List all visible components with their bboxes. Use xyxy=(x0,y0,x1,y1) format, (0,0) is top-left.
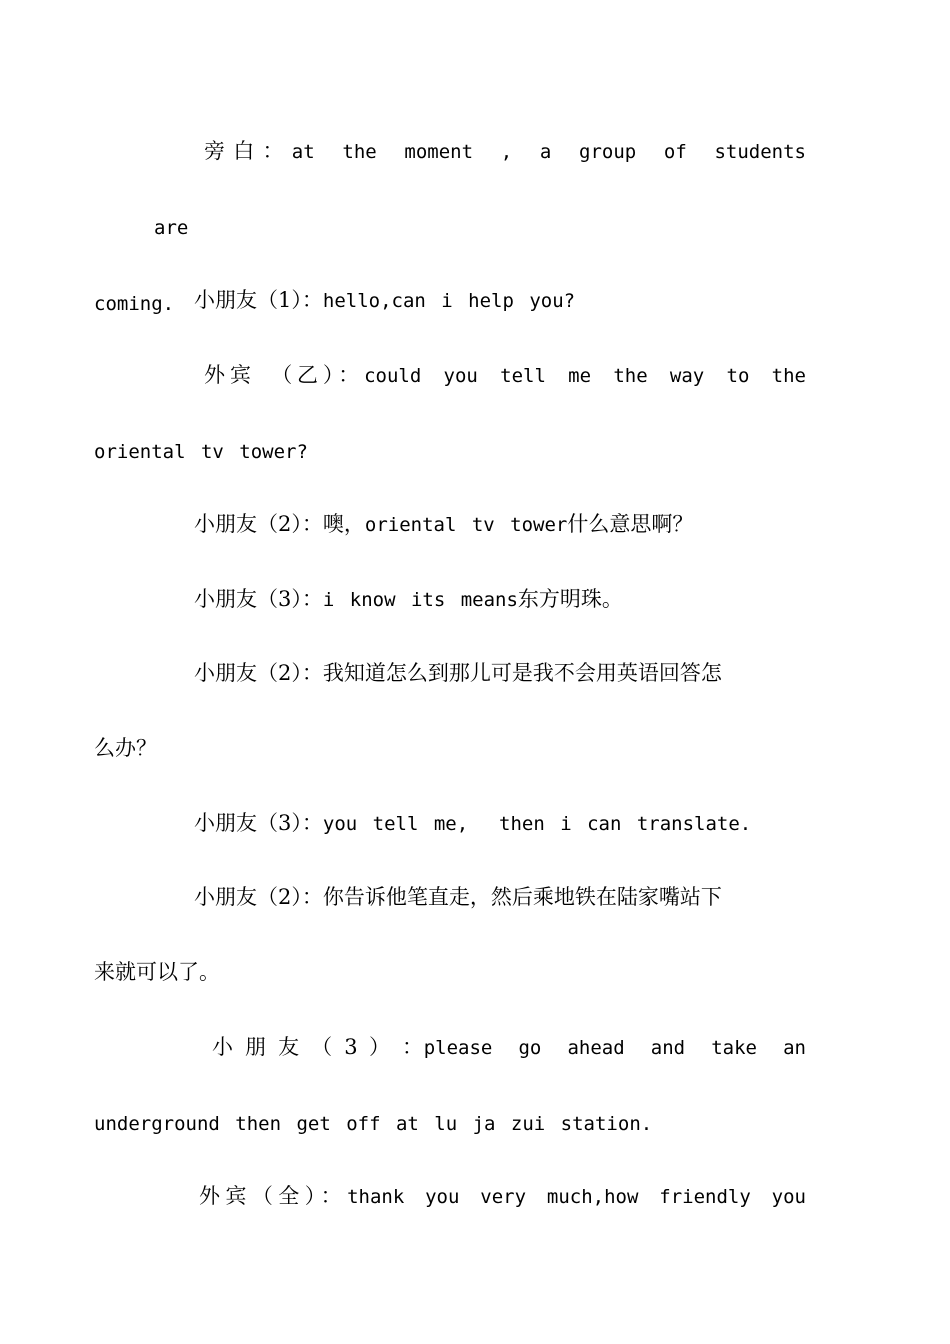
speaker-label: 小朋友（2）： xyxy=(194,885,323,909)
dialogue-text: underground then get off at lu ja zui station. xyxy=(94,1113,653,1135)
dialogue-paragraph-guest-b xyxy=(94,338,806,490)
dialogue-paragraph-child-3 xyxy=(144,786,806,862)
dialogue-text: 么办？ xyxy=(94,736,157,760)
dialogue-paragraph-child-2 xyxy=(94,860,806,1010)
dialogue-text: at the moment , a group of students are xyxy=(154,141,806,239)
dialogue-text: oriental tv tower? xyxy=(94,441,308,463)
dialogue-text: 噢， xyxy=(322,512,365,536)
dialogue-line-continued xyxy=(94,1086,806,1162)
dialogue-text: 东方明珠。 xyxy=(517,587,623,611)
speaker-label: 小朋友（3）： xyxy=(194,587,323,611)
dialogue-line-continued xyxy=(94,935,806,1010)
dialogue-paragraph-child-2 xyxy=(94,636,806,786)
speaker-label: 小朋友（2）： xyxy=(194,661,323,685)
dialogue-text: thank you very much,how friendly you xyxy=(347,1186,806,1208)
dialogue-line xyxy=(144,1159,806,1235)
dialogue-line-continued xyxy=(94,414,806,490)
speaker-label: 外宾（全）： xyxy=(199,1184,348,1208)
dialogue-paragraph-child-3 xyxy=(94,1010,806,1162)
speaker-label: 小朋友（3）： xyxy=(194,811,323,835)
dialogue-line xyxy=(144,338,806,414)
dialogue-line xyxy=(144,1010,806,1086)
dialogue-text: you tell me, then i can translate. xyxy=(322,813,752,835)
speaker-label: 旁白： xyxy=(204,139,292,163)
dialogue-line xyxy=(144,786,806,862)
dialogue-text: i know its means xyxy=(322,589,518,611)
speaker-label: 外宾 （乙）： xyxy=(204,363,365,387)
dialogue-text: coming. xyxy=(94,293,175,315)
dialogue-text: please go ahead and take an xyxy=(423,1037,806,1059)
dialogue-text: 来就可以了。 xyxy=(94,960,220,984)
dialogue-paragraph-child-1 xyxy=(144,263,806,339)
dialogue-text: could you tell me the way to the xyxy=(364,365,806,387)
dialogue-text: 我知道怎么到那儿可是我不会用英语回答怎 xyxy=(322,661,722,685)
speaker-label: 小朋友（1）： xyxy=(194,288,323,312)
speaker-label: 小朋友（2）： xyxy=(194,512,323,536)
speaker-label: 小 朋 友 （ 3 ） ： xyxy=(212,1035,424,1059)
dialogue-line xyxy=(144,636,806,711)
dialogue-paragraph-child-2 xyxy=(144,487,806,563)
dialogue-line xyxy=(144,487,806,563)
dialogue-line xyxy=(144,114,806,266)
dialogue-paragraph-guest-all xyxy=(144,1159,806,1235)
dialogue-text: hello,can i help you? xyxy=(322,290,576,312)
dialogue-text: 你告诉他笔直走，然后乘地铁在陆家嘴站下 xyxy=(322,885,722,909)
dialogue-line xyxy=(144,263,806,339)
dialogue-line-continued xyxy=(94,711,806,786)
dialogue-paragraph-child-3 xyxy=(144,562,806,638)
dialogue-line xyxy=(144,562,806,638)
dialogue-text: 什么意思啊？ xyxy=(567,512,694,536)
dialogue-text: oriental tv tower xyxy=(364,514,568,536)
dialogue-line xyxy=(144,860,806,935)
